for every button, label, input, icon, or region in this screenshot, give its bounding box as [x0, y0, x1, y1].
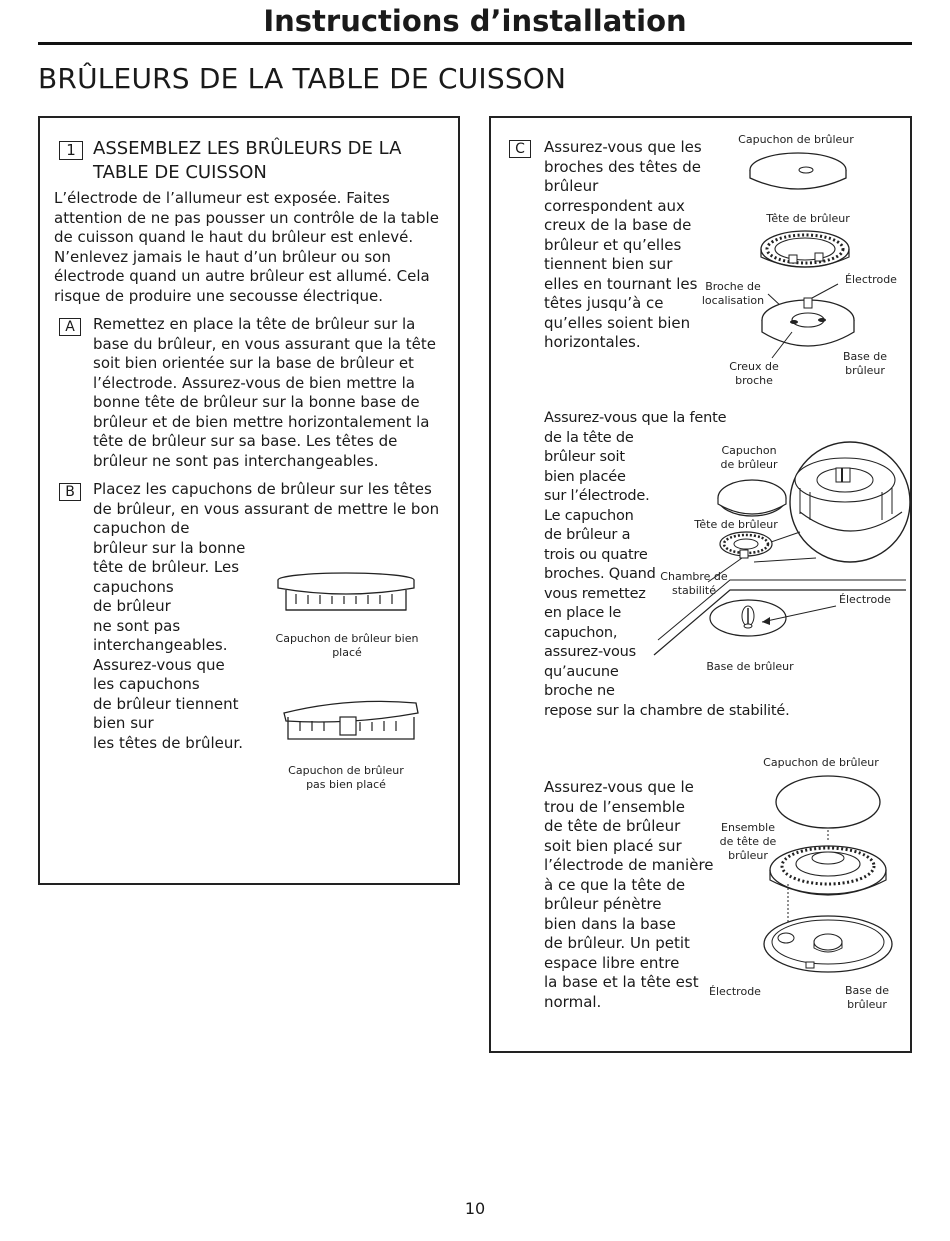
fig1-head-label: Tête de brûleur: [766, 212, 850, 225]
page-title: BRÛLEURS DE LA TABLE DE CUISSON: [38, 62, 567, 95]
cap-poorly-placed-illustration: [278, 695, 423, 750]
text-line: les capuchons: [93, 675, 200, 693]
text-line: trois ou quatre: [544, 546, 648, 563]
fig2-electrode-label: Électrode: [839, 593, 891, 606]
text-line: brûleur et qu’elles: [544, 235, 682, 254]
text-line: capuchon,: [544, 624, 618, 641]
step-a-badge: A: [59, 318, 81, 336]
text-line: la base et la tête est: [544, 973, 699, 991]
text-line: de brûleur tiennent: [93, 694, 239, 713]
step-c-text-1: [544, 138, 702, 353]
text-line: elles en tournant les: [544, 274, 698, 293]
text-line: normal.: [544, 992, 602, 1011]
cap-well-placed-caption: Capuchon de brûleur bien placé: [275, 632, 419, 659]
label-line: brûleur: [728, 849, 768, 862]
text-line: de brûleur a: [544, 527, 631, 543]
label-line: Capuchon: [721, 444, 777, 457]
fig3-base-label: [838, 984, 896, 1012]
text-line: l’électrode. Assurez-vous de bien mettre la: [93, 373, 415, 392]
fig1-electrode-label: Électrode: [845, 273, 897, 286]
fig1-burner-cap-illustration: [748, 150, 848, 202]
text-line: brûleur pénètre: [544, 895, 662, 913]
text-line: les têtes de brûleur.: [93, 733, 243, 752]
page-number: 10: [464, 1199, 486, 1218]
text-line: horizontales.: [544, 333, 641, 351]
text-line: qu’aucune: [544, 663, 619, 680]
text-line: l’électrode de manière: [544, 856, 714, 874]
label-line: broche: [735, 374, 773, 387]
text-line: broches des têtes de: [544, 157, 701, 176]
text-line: tiennent bien sur: [544, 255, 673, 273]
section-title-line: TABLE DE CUISSON: [93, 162, 267, 183]
header-rule: [38, 42, 912, 45]
text-line: soit bien orientée sur la base de brûleur et: [93, 354, 414, 372]
text-line: espace libre entre: [544, 953, 680, 972]
text-line: L’électrode de l’allumeur est exposée. Faites: [54, 189, 390, 207]
text-line: de cuisson quand le haut du brûleur est enlevé.: [54, 228, 414, 246]
label-line: Broche de: [705, 280, 761, 293]
text-line: risque de produire une secousse électrique.: [54, 286, 383, 305]
text-line: creux de la base de: [544, 216, 692, 234]
text-line: de brûleur. Un petit: [544, 934, 690, 952]
warning-text: [54, 189, 439, 306]
fig2-base-label: Base de brûleur: [706, 660, 794, 673]
text-line: tête de brûleur. Les: [93, 558, 240, 576]
text-line: assurez-vous: [544, 644, 636, 660]
section-title: [93, 137, 401, 185]
text-line: Assurez-vous que: [93, 655, 225, 674]
text-line: brûleur soit: [544, 449, 625, 465]
caption-line: Capuchon de brûleur: [288, 764, 404, 777]
text-line: Remettez en place la tête de brûleur sur la: [93, 315, 416, 333]
step-c-badge: C: [509, 140, 531, 158]
text-line: vous remettez: [544, 585, 646, 602]
fig2-burner-assembly-illustration: [650, 440, 906, 656]
text-line: brûleur ne sont pas interchangeables.: [93, 451, 379, 470]
text-line: Le capuchon: [544, 507, 634, 524]
fig2-head-label: Tête de brûleur: [694, 518, 778, 531]
text-line: de la tête de: [544, 429, 634, 446]
step-number-badge: 1: [59, 141, 83, 160]
fig1-cap-label: Capuchon de brûleur: [738, 133, 854, 146]
text-line: en place le: [544, 605, 622, 621]
label-line: stabilité: [671, 584, 717, 597]
text-line: Assurez-vous que la fente: [544, 410, 727, 426]
label-line: Creux de: [729, 360, 779, 373]
label-line: de tête de: [719, 835, 777, 848]
fig3-assembly-label: [716, 821, 780, 863]
text-line: broche ne: [544, 683, 615, 699]
fig2-cap-label: [714, 444, 784, 472]
fig1-burner-base-illustration: [700, 262, 870, 362]
label-line: Ensemble: [721, 821, 775, 834]
fig2-chamber-label: [658, 570, 730, 598]
text-line: qu’elles soient bien: [544, 313, 691, 332]
text-line: broches. Quand: [544, 566, 656, 582]
step-c-text-3: [544, 778, 714, 1012]
text-line: sur l’électrode.: [544, 488, 650, 504]
text-line: interchangeables.: [93, 636, 228, 654]
fig1-base-label: [836, 350, 894, 378]
label-line: brûleur: [845, 364, 885, 377]
text-line: capuchon de: [93, 519, 190, 537]
text-line: repose sur la chambre de stabilité.: [544, 702, 790, 719]
text-line: capuchons: [93, 577, 174, 596]
text-line: de brûleur: [93, 597, 171, 615]
text-line: électrode quand un autre brûleur est allumé. Cela: [54, 267, 430, 285]
text-line: trou de l’ensemble: [544, 797, 685, 816]
text-line: bien placée: [544, 468, 626, 485]
text-line: bien sur: [93, 714, 154, 732]
text-line: bonne tête de brûleur sur la bonne base de: [93, 393, 420, 411]
text-line: brûleur: [544, 177, 599, 195]
text-line: N’enlevez jamais le haut d’un brûleur ou son: [54, 247, 391, 266]
text-line: attention de ne pas pousser un contrôle de la table: [54, 208, 439, 227]
label-line: localisation: [701, 294, 765, 307]
text-line: brûleur sur la bonne: [93, 538, 246, 557]
text-line: bien dans la base: [544, 914, 676, 933]
text-line: à ce que la tête de: [544, 875, 686, 894]
text-line: soit bien placé sur: [544, 836, 682, 855]
text-line: Assurez-vous que les: [544, 138, 702, 156]
text-line: de tête de brûleur: [544, 817, 681, 835]
text-line: brûleur et de bien mettre horizontalement la: [93, 412, 430, 431]
label-line: de brûleur: [720, 458, 778, 471]
label-line: Chambre de: [660, 570, 728, 583]
text-line: Placez les capuchons de brûleur sur les têtes: [93, 480, 432, 498]
text-line: correspondent aux: [544, 196, 685, 215]
caption-line: pas bien placé: [306, 778, 386, 791]
text-line: de brûleur, en vous assurant de mettre le bon: [93, 499, 440, 518]
fig1-hollow-label: [724, 360, 784, 388]
text-line: têtes jusqu’à ce: [544, 294, 664, 312]
label-line: Base de: [844, 984, 890, 997]
label-line: Base de: [842, 350, 888, 363]
text-line: tête de brûleur sur sa base. Les têtes de: [93, 432, 398, 450]
fig3-electrode-label: Électrode: [709, 985, 761, 998]
text-line: ne sont pas: [93, 616, 181, 635]
cap-well-placed-illustration: [272, 570, 420, 625]
step-a-text: [93, 315, 436, 471]
fig3-burner-exploded-illustration: [758, 772, 898, 984]
running-header-title: Instructions d’installation: [263, 4, 687, 38]
fig3-cap-label: Capuchon de brûleur: [763, 756, 879, 769]
label-line: brûleur: [847, 998, 887, 1011]
cap-poorly-placed-caption: [276, 764, 416, 792]
text-line: base du brûleur, en vous assurant que la tête: [93, 334, 436, 353]
text-line: Assurez-vous que le: [544, 778, 694, 796]
step-b-badge: B: [59, 483, 81, 501]
section-title-line: ASSEMBLEZ LES BRÛLEURS DE LA: [93, 138, 402, 159]
